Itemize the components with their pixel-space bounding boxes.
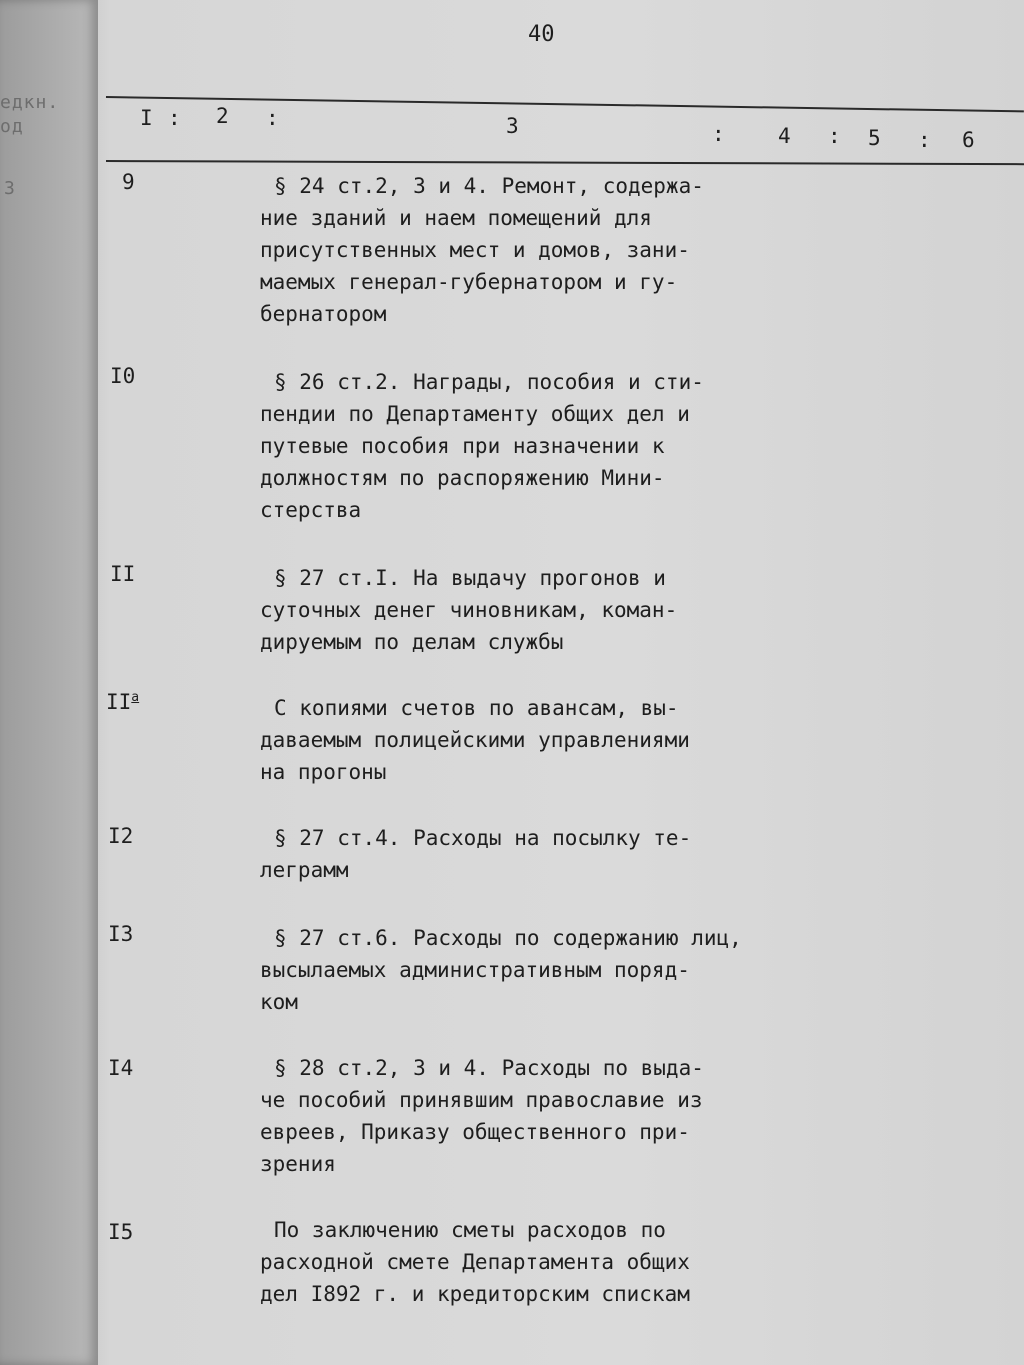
- column-header-5: 5: [868, 126, 881, 150]
- column-header-1: I: [140, 106, 153, 130]
- row-description: [260, 922, 880, 1018]
- column-header-3: 3: [506, 114, 519, 138]
- adjacent-page-fragment: 3: [4, 178, 16, 199]
- row-description-text: § 27 ст.4. Расходы на посылку те- леграмм: [260, 826, 692, 882]
- column-separator: :: [828, 124, 841, 148]
- column-header-2: 2: [216, 104, 229, 128]
- row-number: I2: [108, 824, 134, 848]
- page-number: 40: [528, 22, 555, 47]
- row-number: I3: [108, 922, 134, 946]
- row-number: I0: [110, 364, 136, 388]
- adjacent-page-edge: [0, 0, 98, 1365]
- column-separator: :: [266, 106, 279, 130]
- document-page: [98, 0, 1024, 1365]
- row-description: [260, 170, 800, 330]
- row-description: [260, 822, 800, 886]
- row-number: [106, 690, 139, 714]
- row-number-superscript: а: [131, 690, 140, 705]
- row-description: [260, 692, 800, 788]
- column-header-4: 4: [778, 124, 791, 148]
- row-number: I5: [108, 1220, 134, 1244]
- row-number: II: [110, 562, 136, 586]
- row-description-text: § 26 ст.2. Награды, пособия и сти- пендии по Департаменту общих дел и путевые пособия при назначении к должностям по распоряжению Мини- стерства: [260, 370, 704, 522]
- column-header-6: 6: [962, 128, 975, 152]
- row-description: [260, 562, 800, 658]
- row-description-text: По заключению сметы расходов по расходной смете Департамента общих дел I892 г. и кредиторским спискам: [260, 1218, 690, 1306]
- adjacent-page-fragment: од: [0, 116, 24, 137]
- row-number: I4: [108, 1056, 134, 1080]
- row-description-text: § 24 ст.2, 3 и 4. Ремонт, содержа- ние зданий и наем помещений для присутственных мест и домов, зани- маемых генерал-губернатором и гу- бернатором: [260, 174, 704, 326]
- row-description-text: § 27 ст.6. Расходы по содержанию лиц, высылаемых административным поряд- ком: [260, 926, 742, 1014]
- row-description: [260, 1214, 800, 1310]
- row-description-text: § 27 ст.I. На выдачу прогонов и суточных денег чиновникам, коман- дируемым по делам службы: [260, 566, 678, 654]
- row-description-text: С копиями счетов по авансам, вы- даваемым полицейскими управлениями на прогоны: [260, 696, 690, 784]
- row-description: [260, 1052, 800, 1180]
- column-separator: :: [168, 106, 181, 130]
- adjacent-page-fragment: едкн.: [0, 92, 60, 113]
- row-description-text: § 28 ст.2, 3 и 4. Расходы по выда- че пособий принявшим православие из евреев, Приказу общественного при- зрения: [260, 1056, 704, 1176]
- column-separator: :: [712, 122, 725, 146]
- table-header-bottom-rule: [106, 160, 1024, 165]
- row-number-main: II: [106, 690, 132, 714]
- row-description: [260, 366, 800, 526]
- column-separator: :: [918, 128, 931, 152]
- table-header-top-rule: [106, 96, 1024, 112]
- row-number: 9: [122, 170, 135, 194]
